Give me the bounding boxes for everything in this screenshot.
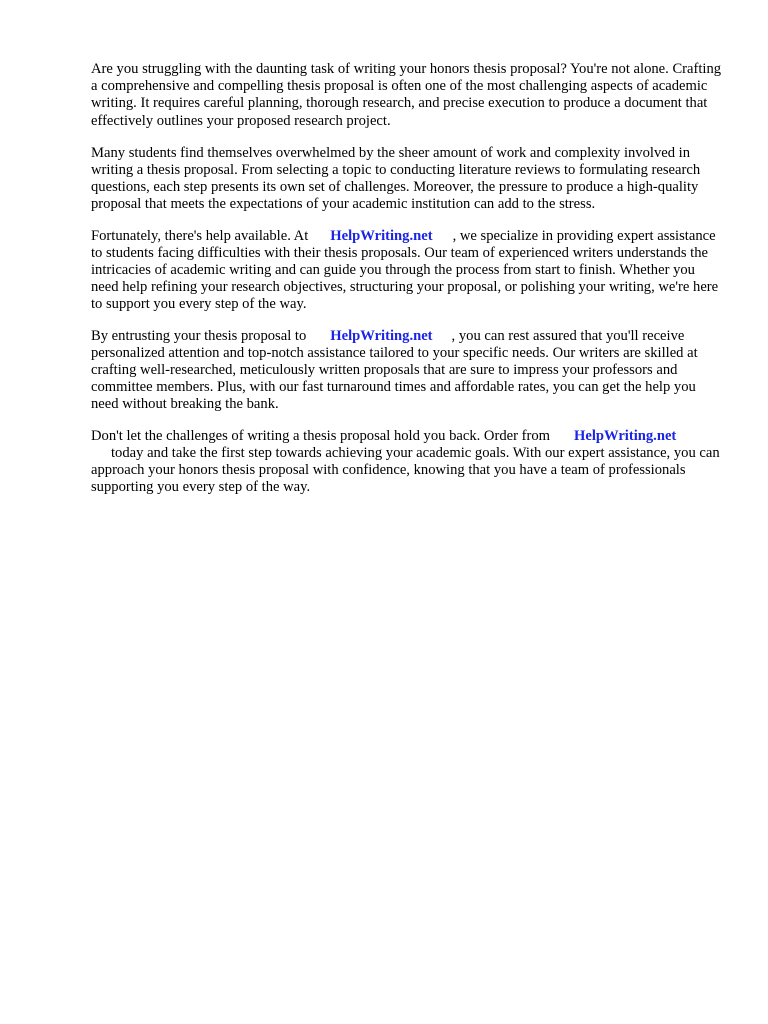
helpwriting-link-3[interactable]: HelpWriting.net: [573, 427, 677, 444]
paragraph-entrusting: [91, 328, 725, 414]
paragraph-challenges-text: Many students find themselves overwhelmed by the sheer amount of work and complexity involved in writing a thesis proposal. From selecting a topic to conducting literature reviews to formulating research questions, each step presents its own set of challenges. Moreover, the pressure to produce a high-quality proposal that meets the expectations of your academic institution can add to the stress.: [91, 144, 701, 213]
paragraph-order: [91, 428, 725, 497]
paragraph-intro: [91, 61, 725, 130]
paragraph-challenges: [91, 145, 725, 214]
helpwriting-link-1[interactable]: HelpWriting.net: [330, 227, 433, 244]
helpwriting-link-2[interactable]: HelpWriting.net: [330, 327, 433, 344]
paragraph-help-available: [91, 228, 725, 314]
paragraph-entrusting-after: , you can rest assured that you'll receive personalized attention and top-notch assistance tailored to your specific needs. Our writers are skilled at crafting well-researched, meticulously written proposals that are sure to impress your professors and committee members. Plus, with our fast turnaround times and affordable rates, you can get the help you need without breaking the bank.: [91, 327, 698, 413]
paragraph-help-available-before: Fortunately, there's help available. At: [91, 227, 309, 244]
document-page: [91, 61, 725, 510]
paragraph-order-before: Don't let the challenges of writing a thesis proposal hold you back. Order from: [91, 427, 550, 444]
paragraph-entrusting-before: By entrusting your thesis proposal to: [91, 327, 307, 344]
paragraph-order-after: today and take the first step towards achieving your academic goals. With our expert assistance, you can approach your honors thesis proposal with confidence, knowing that you have a team of professionals supporting you every step of the way.: [91, 444, 720, 496]
paragraph-intro-text: Are you struggling with the daunting task of writing your honors thesis proposal? You're not alone. Crafting a comprehensive and compelling thesis proposal is often one of the most challenging aspects of academic writing. It requires careful planning, thorough research, and precise execution to produce a document that effectively outlines your proposed research project.: [91, 61, 722, 129]
paragraph-help-available-after: , we specialize in providing expert assistance to students facing difficulties with their thesis proposals. Our team of experienced writers understands the intricacies of academic writing and can guide you through the process from start to finish. Whether you need help refining your research objectives, structuring your proposal, or polishing your writing, we're here to support you every step of the way.: [91, 227, 719, 313]
